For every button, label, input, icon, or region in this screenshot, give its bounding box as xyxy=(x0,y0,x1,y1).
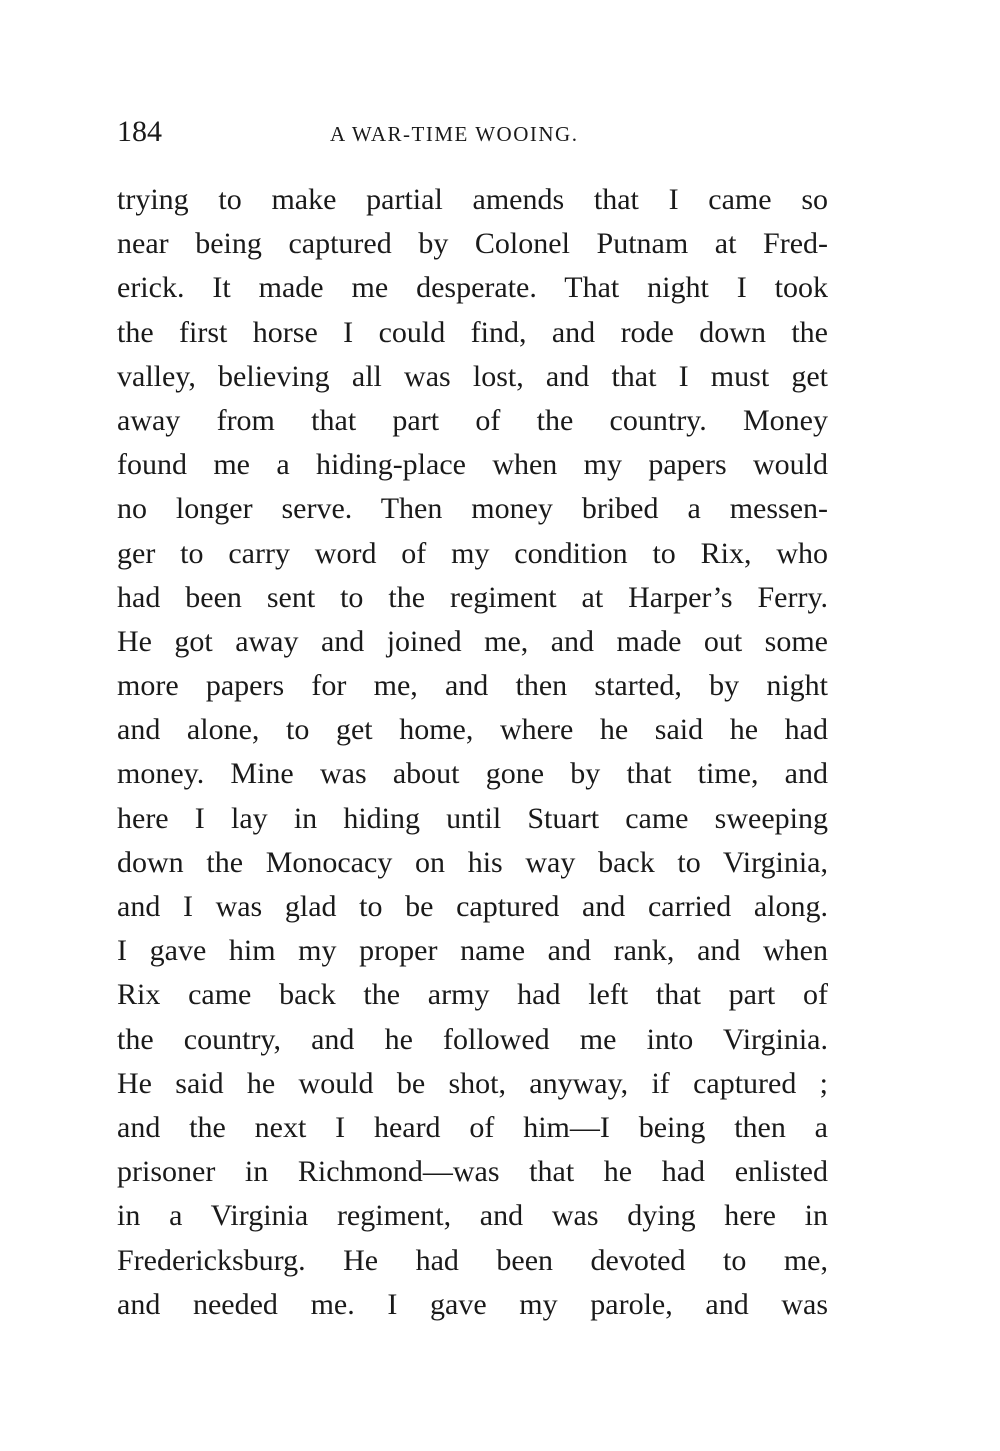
text-line: He got away and joined me, and made out some xyxy=(117,624,828,658)
text-line: and alone, to get home, where he said he had xyxy=(117,713,828,747)
text-line: He said he would be shot, anyway, if captured ; xyxy=(117,1066,828,1100)
text-line: here I lay in hiding until Stuart came sweeping xyxy=(117,801,828,835)
text-line: ger to carry word of my condition to Rix, who xyxy=(117,536,828,570)
text-line: and needed me. I gave my parole, and was xyxy=(117,1287,828,1321)
text-line: trying to make partial amends that I came so xyxy=(117,183,828,216)
text-line: the country, and he followed me into Virginia. xyxy=(117,1022,828,1056)
running-title: A WAR-TIME WOOING. xyxy=(330,122,579,146)
text-line: money. Mine was about gone by that time, and xyxy=(117,757,828,791)
text-line: Rix came back the army had left that part of xyxy=(117,978,828,1012)
text-line: and the next I heard of him—I being then a xyxy=(117,1110,828,1144)
text-line: valley, believing all was lost, and that I must get xyxy=(117,359,828,393)
text-line: the first horse I could find, and rode down the xyxy=(117,315,828,349)
text-line: prisoner in Richmond—was that he had enlisted xyxy=(117,1155,828,1189)
text-line: erick. It made me desperate. That night I took xyxy=(117,271,828,305)
body-text xyxy=(117,178,828,1327)
text-line: found me a hiding-place when my papers would xyxy=(117,448,828,482)
text-line: in a Virginia regiment, and was dying here in xyxy=(117,1199,828,1233)
text-line: near being captured by Colonel Putnam at Fred- xyxy=(117,227,828,261)
text-line: away from that part of the country. Money xyxy=(117,403,828,437)
text-line: Fredericksburg. He had been devoted to me, xyxy=(117,1243,828,1277)
text-line: I gave him my proper name and rank, and when xyxy=(117,934,828,968)
page-number: 184 xyxy=(117,115,162,148)
text-line: more papers for me, and then started, by night xyxy=(117,669,828,703)
text-line: no longer serve. Then money bribed a messen- xyxy=(117,492,828,526)
text-line: and I was glad to be captured and carried along. xyxy=(117,890,828,923)
running-head xyxy=(117,112,828,152)
text-line: had been sent to the regiment at Harper’s Ferry. xyxy=(117,580,828,614)
text-line: down the Monocacy on his way back to Virginia, xyxy=(117,845,828,879)
